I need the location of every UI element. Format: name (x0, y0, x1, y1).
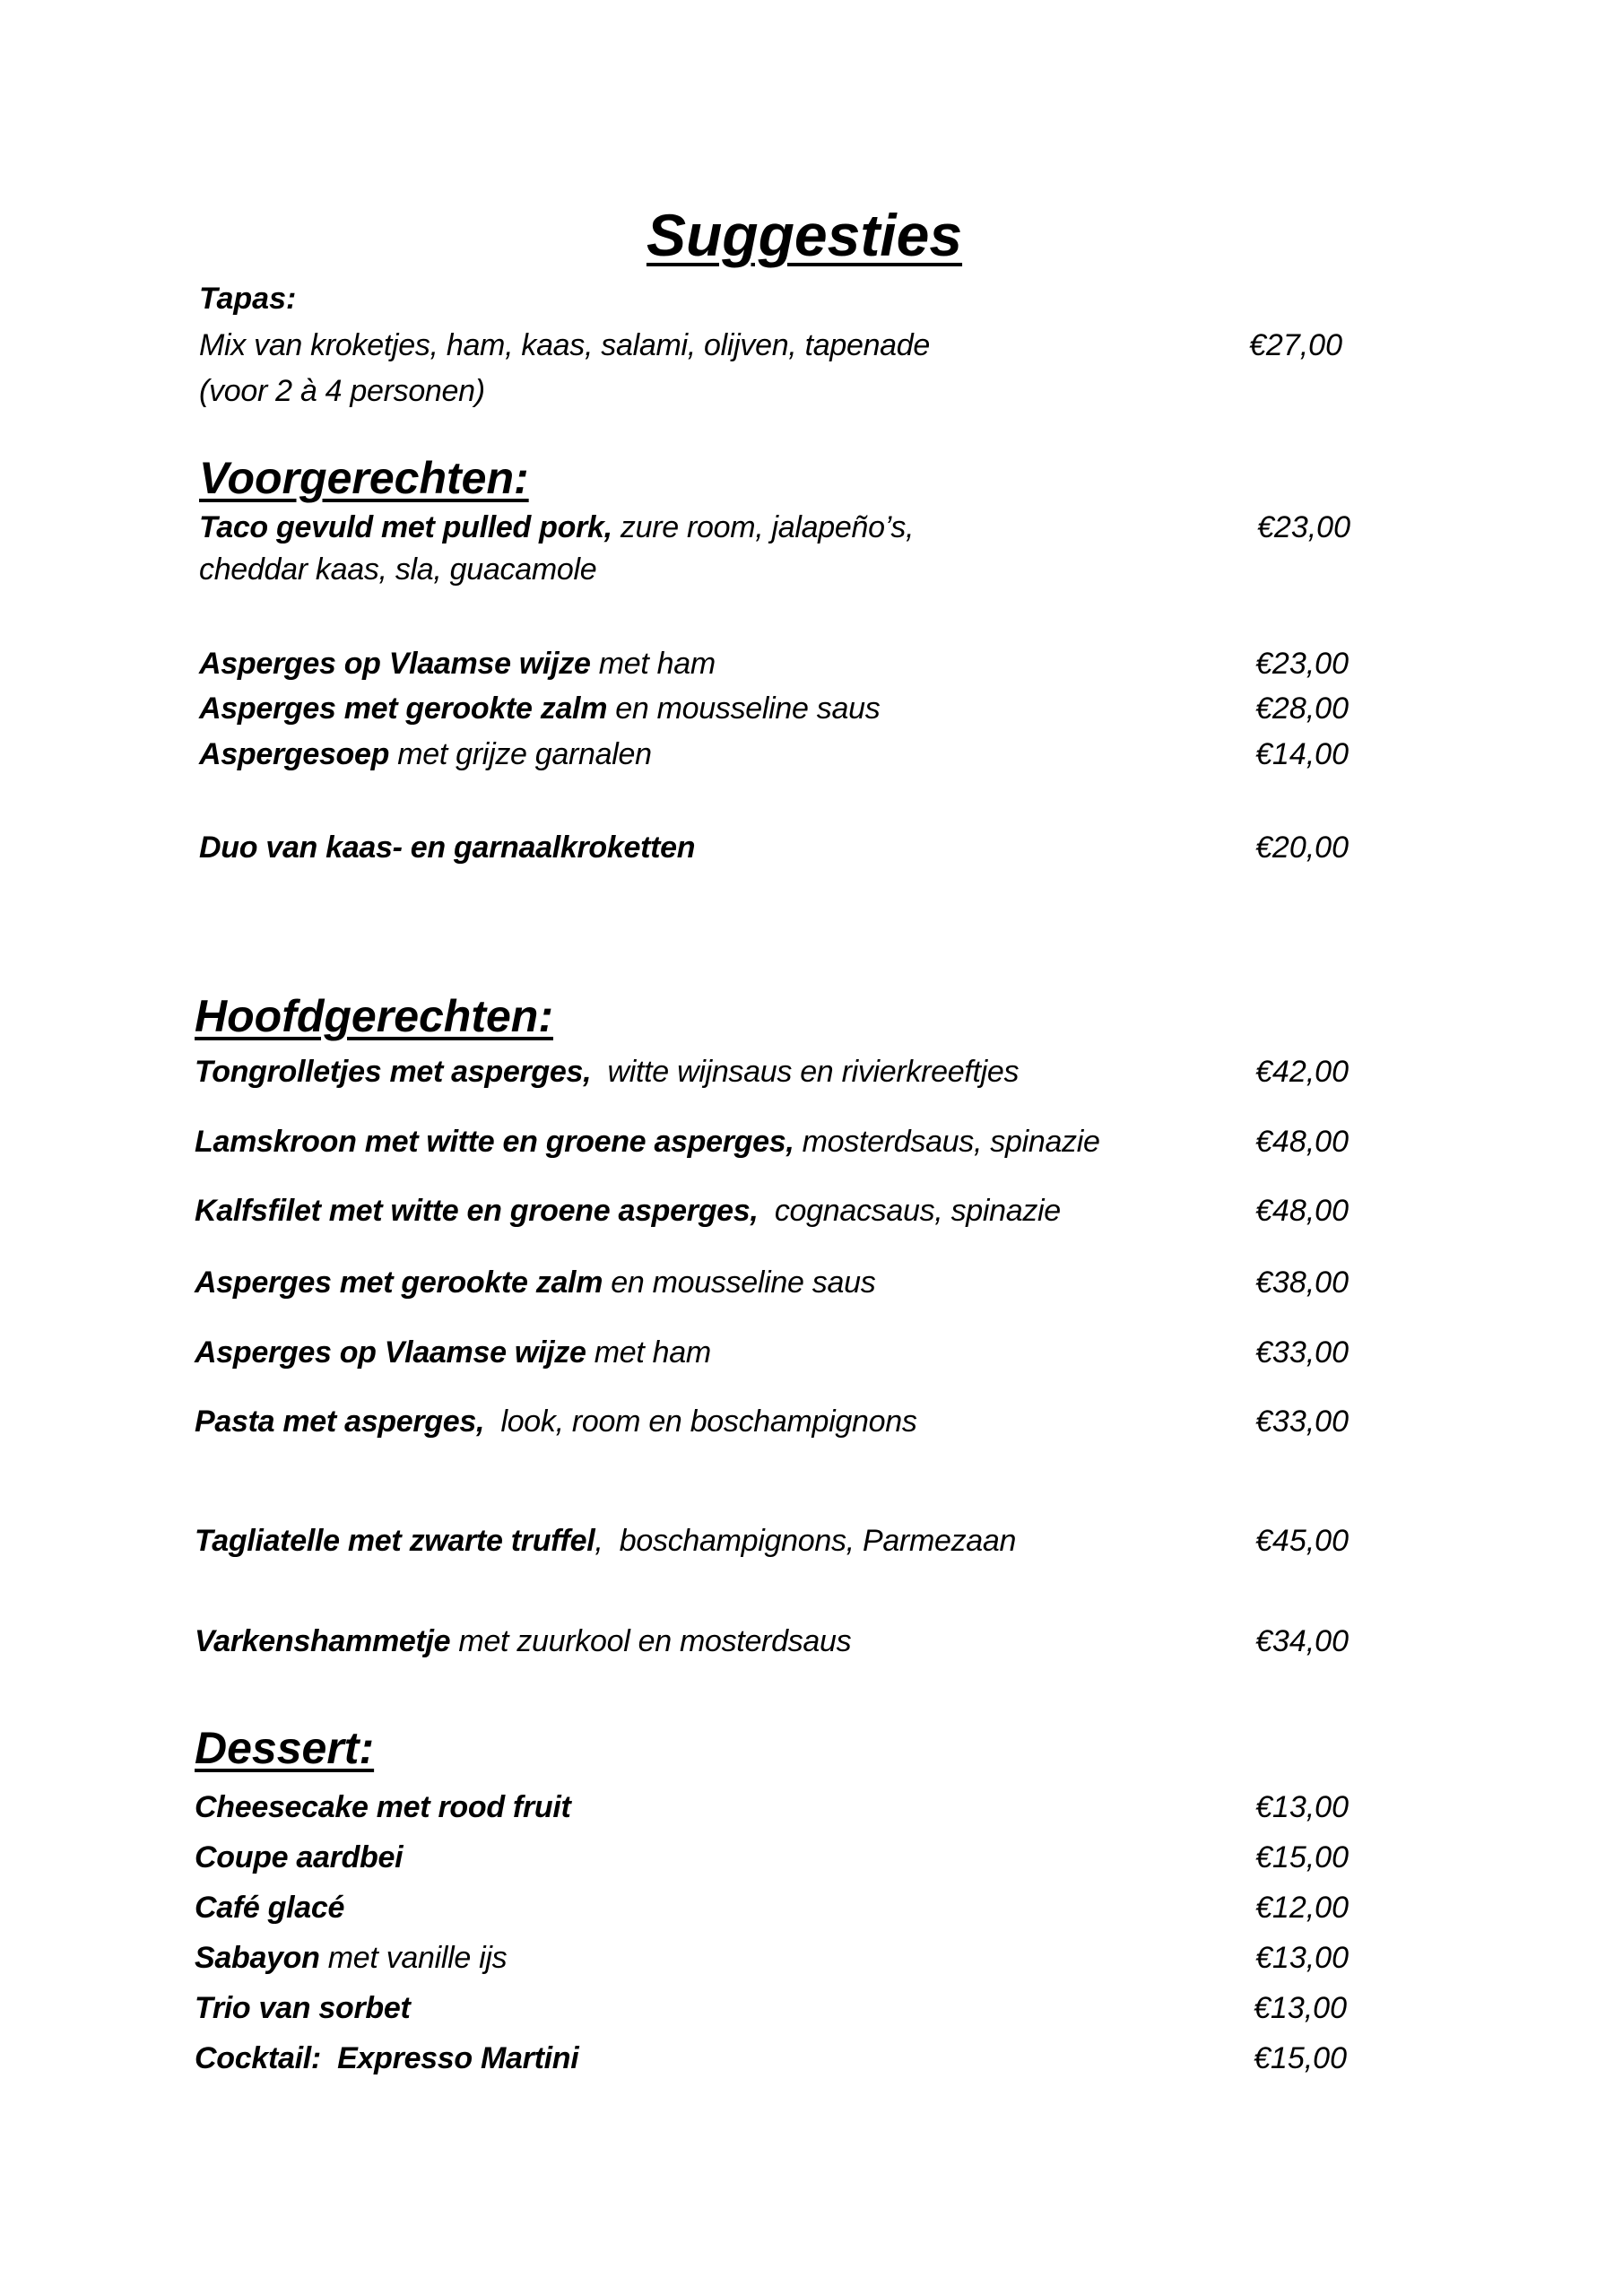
menu-item-name (195, 1842, 403, 1873)
menu-item-name (199, 330, 930, 361)
menu-item-price: €15,00 (1255, 1840, 1349, 1874)
dish-description: en mousseline saus (607, 691, 881, 726)
menu-item-price: €38,00 (1255, 1265, 1349, 1300)
menu-item-price: €42,00 (1255, 1055, 1349, 1089)
menu-item-price: €15,00 (1254, 2041, 1347, 2075)
dish-name: Tongrolletjes met asperges, (195, 1055, 592, 1089)
page-title-text: Suggesties (646, 202, 963, 268)
dish-description: cognacsaus, spinazie (758, 1194, 1061, 1228)
menu-item-name (199, 739, 652, 770)
dish-description: en mousseline saus (603, 1265, 876, 1300)
dish-name: Pasta met asperges, (195, 1405, 485, 1439)
menu-item-name (195, 1993, 411, 2023)
dish-description: witte wijnsaus en rivierkreeftjes (591, 1055, 1020, 1089)
dish-description: met ham (586, 1335, 711, 1370)
menu-item-name (199, 832, 695, 863)
menu-item-price: €12,00 (1255, 1891, 1349, 1925)
dish-name: Sabayon (195, 1941, 320, 1975)
section-heading-dessert: Dessert: (195, 1723, 375, 1773)
menu-item-price: €28,00 (1255, 691, 1349, 726)
dish-description: look, room en boschampignons (484, 1405, 917, 1439)
dish-name: Taco gevuld met pulled pork, (199, 510, 612, 544)
menu-item-name (195, 1406, 917, 1437)
dish-description: met ham (590, 647, 716, 681)
dish-name: Duo van kaas- en garnaalkroketten (199, 831, 696, 865)
dish-name: Asperges met gerookte zalm (195, 1265, 603, 1300)
dish-name: Lamskroon met witte en groene asperges, (195, 1125, 794, 1159)
menu-item-price: €48,00 (1255, 1194, 1349, 1228)
menu-item-price: €13,00 (1255, 1790, 1349, 1824)
menu-item-name (195, 1267, 875, 1298)
dish-name: Trio van sorbet (195, 1991, 411, 2025)
menu-item-name (195, 1057, 1019, 1087)
dish-name: Café glacé (195, 1891, 345, 1925)
dish-name: Cocktail: Expresso Martini (195, 2041, 579, 2075)
dish-description: met zuurkool en mosterdsaus (450, 1624, 852, 1658)
menu-item-price: €33,00 (1255, 1405, 1349, 1439)
dish-name: Kalfsfilet met witte en groene asperges, (195, 1194, 759, 1228)
menu-item-price: €14,00 (1255, 737, 1349, 771)
menu-item-name (195, 1892, 344, 1923)
menu-item-price: €45,00 (1255, 1524, 1349, 1558)
menu-item-name (195, 1943, 507, 1973)
menu-item-name (199, 512, 914, 543)
menu-item-name (199, 693, 880, 724)
menu-item-name (195, 2043, 578, 2074)
dish-description: zure room, jalapeño’s, (612, 510, 915, 544)
dish-description: mosterdsaus, spinazie (794, 1125, 1100, 1159)
menu-item-name (195, 1792, 571, 1822)
menu-item-price: €48,00 (1255, 1125, 1349, 1159)
menu-item-name (195, 1196, 1061, 1226)
dish-name: Varkenshammetje (195, 1624, 451, 1658)
menu-item-description-line: cheddar kaas, sla, guacamole (199, 552, 597, 587)
menu-item-name (195, 1526, 1016, 1556)
dish-description: met grijze garnalen (389, 737, 652, 771)
menu-item-price: €23,00 (1257, 510, 1350, 544)
dish-name: Asperges op Vlaamse wijze (199, 647, 591, 681)
menu-item-description-line: (voor 2 à 4 personen) (199, 374, 485, 408)
menu-item-name (195, 1337, 711, 1368)
menu-item-price: €27,00 (1249, 328, 1342, 362)
dish-description: , boschampignons, Parmezaan (595, 1524, 1017, 1558)
menu-item-price: €20,00 (1255, 831, 1349, 865)
menu-item-price: €34,00 (1255, 1624, 1349, 1658)
dish-name: Cheesecake met rood fruit (195, 1790, 571, 1824)
menu-item-price: €33,00 (1255, 1335, 1349, 1370)
dish-description: Mix van kroketjes, ham, kaas, salami, olijven, tapenade (199, 328, 931, 362)
section-heading-tapas: Tapas: (199, 282, 297, 316)
menu-item-name (195, 1126, 1100, 1157)
section-heading-voorgerechten: Voorgerechten: (199, 453, 529, 503)
page-title (0, 202, 1609, 268)
dish-name: Coupe aardbei (195, 1840, 404, 1874)
menu-item-name (199, 648, 716, 679)
dish-name: Asperges met gerookte zalm (199, 691, 608, 726)
dish-name: Tagliatelle met zwarte truffel (195, 1524, 595, 1558)
dish-name: Asperges op Vlaamse wijze (195, 1335, 586, 1370)
menu-item-price: €23,00 (1255, 647, 1349, 681)
menu-item-price: €13,00 (1254, 1991, 1347, 2025)
menu-item-name (195, 1626, 851, 1657)
menu-item-price: €13,00 (1255, 1941, 1349, 1975)
dish-description: met vanille ijs (319, 1941, 508, 1975)
dish-name: Aspergesoep (199, 737, 390, 771)
section-heading-hoofdgerechten: Hoofdgerechten: (195, 991, 553, 1041)
